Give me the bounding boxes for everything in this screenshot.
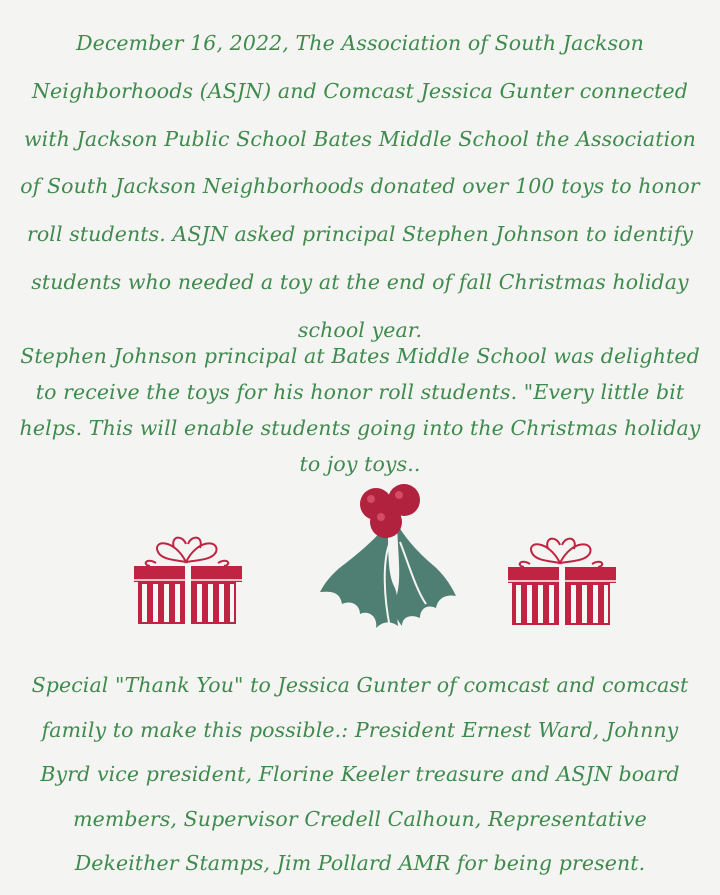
gift-icon xyxy=(132,532,244,628)
paragraph-intro: December 16, 2022, The Association of South Jackson Neighborhoods (ASJN) and Comcast Jessica Gunter connected with Jackson Public School Bates Middle School the Association of South Jackson Neighborhoods donated over 100 toys to honor roll students. ASJN asked principal Stephen Johnson to identify students who needed a toy at the end of fall Christmas holiday school year. xyxy=(20,31,700,342)
gift-icon xyxy=(506,533,618,629)
paragraph-principal-quote: Stephen Johnson principal at Bates Middle School was delighted to receive the toys for his honor roll students. "Every little bit helps. This will enable students going into the Christmas holiday to joy toys.. xyxy=(19,344,701,476)
paragraph-thank-you: Special "Thank You" to Jessica Gunter of comcast and comcast family to make this possible.: President Ernest Ward, Johnny Byrd vice president, Florine Keeler treasure and ASJN board members, Supervisor Credell Calhoun, Representative Dekeither Stamps, Jim Pollard AMR for being present. xyxy=(31,673,689,875)
holly-icon xyxy=(316,480,466,650)
